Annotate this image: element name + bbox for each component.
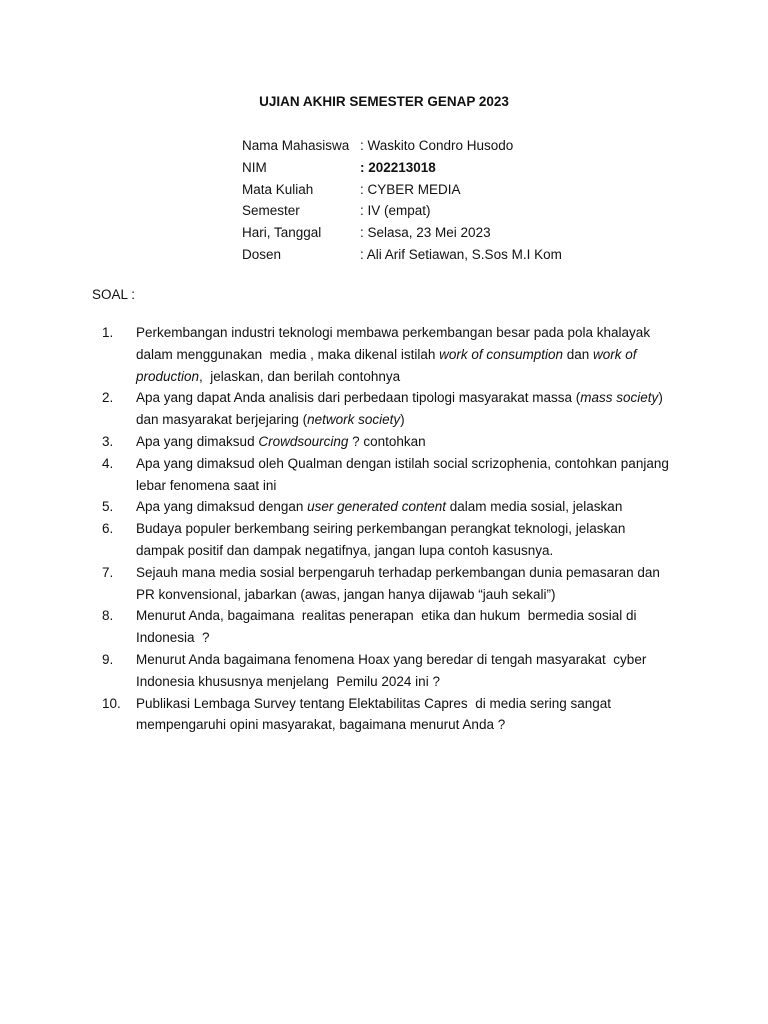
question-number: 3. bbox=[102, 433, 114, 449]
question-text bbox=[136, 453, 682, 497]
question-line bbox=[136, 453, 682, 475]
question-number: 2. bbox=[102, 390, 114, 406]
soal-heading: SOAL : bbox=[92, 287, 136, 302]
question-line bbox=[136, 671, 682, 693]
info-label: Dosen bbox=[242, 246, 282, 262]
italic-term: work of consumption bbox=[439, 346, 563, 362]
italic-term: production bbox=[136, 368, 200, 384]
text-segment: dalam menggunakan media , maka dikenal istilah bbox=[136, 346, 440, 362]
question-line bbox=[136, 714, 682, 736]
question-line bbox=[136, 649, 682, 671]
exam-title: UJIAN AKHIR SEMESTER GENAP 2023 bbox=[259, 94, 509, 109]
text-segment: Apa yang dimaksud oleh Qualman dengan istilah social scrizophenia, contohkan panjang bbox=[136, 455, 669, 471]
info-label: Hari, Tanggal bbox=[242, 225, 322, 241]
info-label: Mata Kuliah bbox=[242, 181, 314, 197]
question-item bbox=[102, 431, 682, 453]
question-item bbox=[102, 453, 682, 497]
text-segment: Menurut Anda, bagaimana realitas penerapan etika dan hukum bermedia sosial di bbox=[136, 608, 637, 624]
question-line bbox=[136, 387, 682, 409]
italic-term: work of bbox=[593, 346, 637, 362]
question-text bbox=[136, 562, 682, 606]
question-item bbox=[102, 649, 682, 693]
text-segment: Apa yang dimaksud dengan bbox=[136, 499, 308, 515]
question-number: 6. bbox=[102, 521, 114, 537]
text-segment: ) bbox=[658, 390, 663, 406]
question-item bbox=[102, 693, 682, 737]
info-value: : Ali Arif Setiawan, S.Sos M.I Kom bbox=[360, 246, 562, 262]
text-segment: dan masyarakat berjejaring ( bbox=[136, 412, 308, 428]
question-item bbox=[102, 322, 682, 387]
question-line bbox=[136, 496, 682, 518]
question-text bbox=[136, 431, 682, 453]
question-number: 10. bbox=[102, 695, 121, 711]
italic-term: network society bbox=[307, 412, 401, 428]
question-text bbox=[136, 649, 682, 693]
info-row bbox=[242, 157, 642, 179]
info-row bbox=[242, 200, 642, 222]
text-segment: ? contohkan bbox=[348, 433, 426, 449]
text-segment: Menurut Anda bagaimana fenomena Hoax yang beredar di tengah masyarakat cyber bbox=[136, 651, 647, 667]
question-number: 7. bbox=[102, 564, 114, 580]
question-line bbox=[136, 605, 682, 627]
text-segment: mempengaruhi opini masyarakat, bagaimana menurut Anda ? bbox=[136, 717, 506, 733]
question-line bbox=[136, 693, 682, 715]
info-value: : Selasa, 23 Mei 2023 bbox=[360, 225, 491, 241]
question-number: 8. bbox=[102, 608, 114, 624]
text-segment: Indonesia khususnya menjelang Pemilu 2024 ini ? bbox=[136, 673, 440, 689]
question-number: 9. bbox=[102, 651, 114, 667]
question-line bbox=[136, 518, 682, 540]
text-segment: Sejauh mana media sosial berpengaruh terhadap perkembangan dunia pemasaran dan bbox=[136, 564, 660, 580]
text-segment: Apa yang dapat Anda analisis dari perbedaan tipologi masyarakat massa ( bbox=[136, 390, 581, 406]
text-segment: , jelaskan, dan berilah contohnya bbox=[199, 368, 401, 384]
text-segment: Apa yang dimaksud bbox=[136, 433, 259, 449]
question-line bbox=[136, 540, 682, 562]
question-line bbox=[136, 584, 682, 606]
text-segment: Perkembangan industri teknologi membawa perkembangan besar pada pola khalayak bbox=[136, 325, 651, 340]
question-item bbox=[102, 518, 682, 562]
text-segment: lebar fenomena saat ini bbox=[136, 477, 277, 493]
question-item bbox=[102, 496, 682, 518]
italic-term: user generated content bbox=[307, 499, 446, 515]
info-row bbox=[242, 135, 642, 157]
info-row bbox=[242, 222, 642, 244]
text-segment: dalam media sosial, jelaskan bbox=[445, 499, 623, 515]
question-line bbox=[136, 562, 682, 584]
info-label: Nama Mahasiswa bbox=[242, 138, 350, 153]
text-segment: dampak positif dan dampak negatifnya, jangan lupa contoh kasusnya. bbox=[136, 542, 554, 558]
question-text bbox=[136, 518, 682, 562]
question-number: 4. bbox=[102, 455, 114, 471]
italic-term: Crowdsourcing bbox=[258, 433, 349, 449]
info-value: : CYBER MEDIA bbox=[360, 181, 461, 197]
question-line bbox=[136, 322, 682, 344]
question-line bbox=[136, 627, 682, 649]
question-text bbox=[136, 387, 682, 431]
info-value: : 202213018 bbox=[360, 159, 436, 175]
question-number: 1. bbox=[102, 325, 114, 340]
text-segment: PR konvensional, jabarkan (awas, jangan hanya dijawab “jauh sekali”) bbox=[136, 586, 556, 602]
question-item bbox=[102, 562, 682, 606]
italic-term: mass society bbox=[580, 390, 659, 406]
question-number: 5. bbox=[102, 499, 114, 515]
info-value: : Waskito Condro Husodo bbox=[360, 138, 514, 153]
question-text bbox=[136, 693, 682, 737]
text-segment: Budaya populer berkembang seiring perkembangan perangkat teknologi, jelaskan bbox=[136, 521, 626, 537]
text-segment: dan bbox=[562, 346, 594, 362]
question-list bbox=[102, 322, 682, 736]
student-info bbox=[242, 135, 642, 266]
text-segment: Publikasi Lembaga Survey tentang Elektabilitas Capres di media sering sangat bbox=[136, 695, 612, 711]
text-segment: Indonesia ? bbox=[136, 630, 210, 646]
question-line bbox=[136, 366, 682, 388]
question-item bbox=[102, 605, 682, 649]
info-row bbox=[242, 244, 642, 266]
question-text bbox=[136, 605, 682, 649]
question-text bbox=[136, 496, 682, 518]
question-line bbox=[136, 409, 682, 431]
info-row bbox=[242, 179, 642, 201]
question-line bbox=[136, 431, 682, 453]
question-item bbox=[102, 387, 682, 431]
question-text bbox=[136, 322, 682, 387]
info-value: : IV (empat) bbox=[360, 203, 431, 219]
question-line bbox=[136, 344, 682, 366]
text-segment: ) bbox=[400, 412, 405, 428]
info-label: NIM bbox=[242, 159, 267, 175]
info-label: Semester bbox=[242, 203, 300, 219]
question-line bbox=[136, 475, 682, 497]
